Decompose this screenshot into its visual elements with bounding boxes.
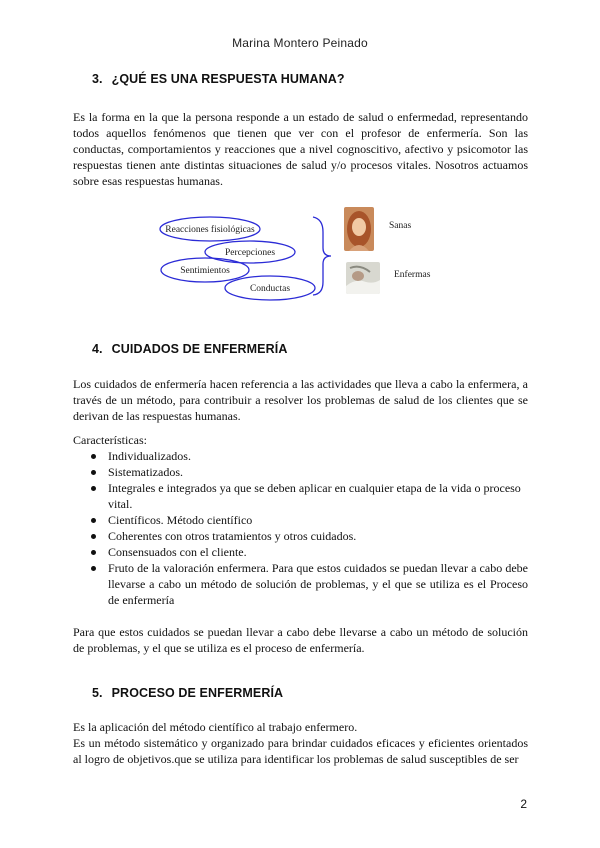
section-3-title: ¿QUÉ ES UNA RESPUESTA HUMANA? — [111, 72, 345, 86]
section-5-line-1: Es la aplicación del método científico al trabajo enfermero. — [73, 720, 358, 734]
list-item: Sistematizados. — [73, 464, 528, 480]
section-4-closing: Para que estos cuidados se puedan llevar a cabo debe llevarse a cabo un método de solución de problemas, y el que se utiliza es el proceso de enfermería. — [73, 625, 528, 655]
section-5-line-2: Es un método sistemático y organizado para brindar cuidados eficaces y eficientes orientados al logro de objetivos.que se utiliza para identificar los problemas de salud susceptibles de ser — [73, 736, 528, 766]
characteristics-label: Características: — [73, 433, 147, 447]
list-item: Coherentes con otros tratamientos y otros cuidados. — [73, 528, 528, 544]
section-3-number: 3. — [92, 72, 103, 86]
human-responses-diagram — [150, 200, 450, 305]
label-enfermas: Enfermas — [394, 270, 431, 280]
ellipse-label-conductas: Conductas — [249, 284, 291, 294]
brace-icon — [313, 217, 331, 295]
list-item: Fruto de la valoración enfermera. Para que estos cuidados se puedan llevar a cabo debe llevarse a cabo un método de solución de problemas, y el que se utiliza es el Proceso de enfermería — [73, 560, 528, 608]
characteristics-list — [73, 448, 528, 608]
section-5-title: PROCESO DE ENFERMERÍA — [111, 686, 284, 700]
bullet-icon — [91, 518, 96, 523]
ellipse-label-sentimientos: Sentimientos — [180, 266, 230, 276]
section-4-number: 4. — [92, 342, 103, 356]
healthy-person-photo — [344, 207, 374, 251]
list-item: Individualizados. — [73, 448, 528, 464]
list-item: Científicos. Método científico — [73, 512, 528, 528]
ellipse-label-reacciones: Reacciones fisiológicas — [165, 225, 255, 235]
ellipse-label-percepciones: Percepciones — [224, 248, 276, 258]
section-3-paragraph: Es la forma en la que la persona responde a un estado de salud o enfermedad, representando todos aquellos fenómenos que tienen que ver con el profesor de enfermería. Son las conductas, comportamientos y reacciones que a nivel cognoscitivo, afectivo y psicomotor las respuestas tienen ante distintas situaciones de salud y/o procesos vitales. Nosotros actuamos sobre esas respuestas humanas. — [73, 110, 528, 188]
label-sanas: Sanas — [389, 221, 412, 231]
section-5-number: 5. — [92, 686, 103, 700]
page-header-author: Marina Montero Peinado — [232, 36, 368, 50]
bullet-icon — [91, 454, 96, 459]
bullet-icon — [91, 486, 96, 491]
section-5-heading — [92, 686, 283, 700]
bullet-icon — [91, 470, 96, 475]
bullet-icon — [91, 550, 96, 555]
page-number: 2 — [520, 797, 527, 811]
bullet-icon — [91, 566, 96, 571]
section-3-heading — [92, 72, 345, 86]
list-item: Consensuados con el cliente. — [73, 544, 528, 560]
sick-person-photo — [346, 262, 380, 294]
section-4-paragraph: Los cuidados de enfermería hacen referencia a las actividades que lleva a cabo la enfermera, a través de un método, para contribuir a resolver los problemas de salud de los clientes que se derivan de las respuestas humanas. — [73, 377, 528, 423]
section-4-title: CUIDADOS DE ENFERMERÍA — [111, 342, 288, 356]
bullet-icon — [91, 534, 96, 539]
list-item: Integrales e integrados ya que se deben aplicar en cualquier etapa de la vida o proceso vital. — [73, 480, 528, 512]
section-4-heading — [92, 342, 287, 356]
